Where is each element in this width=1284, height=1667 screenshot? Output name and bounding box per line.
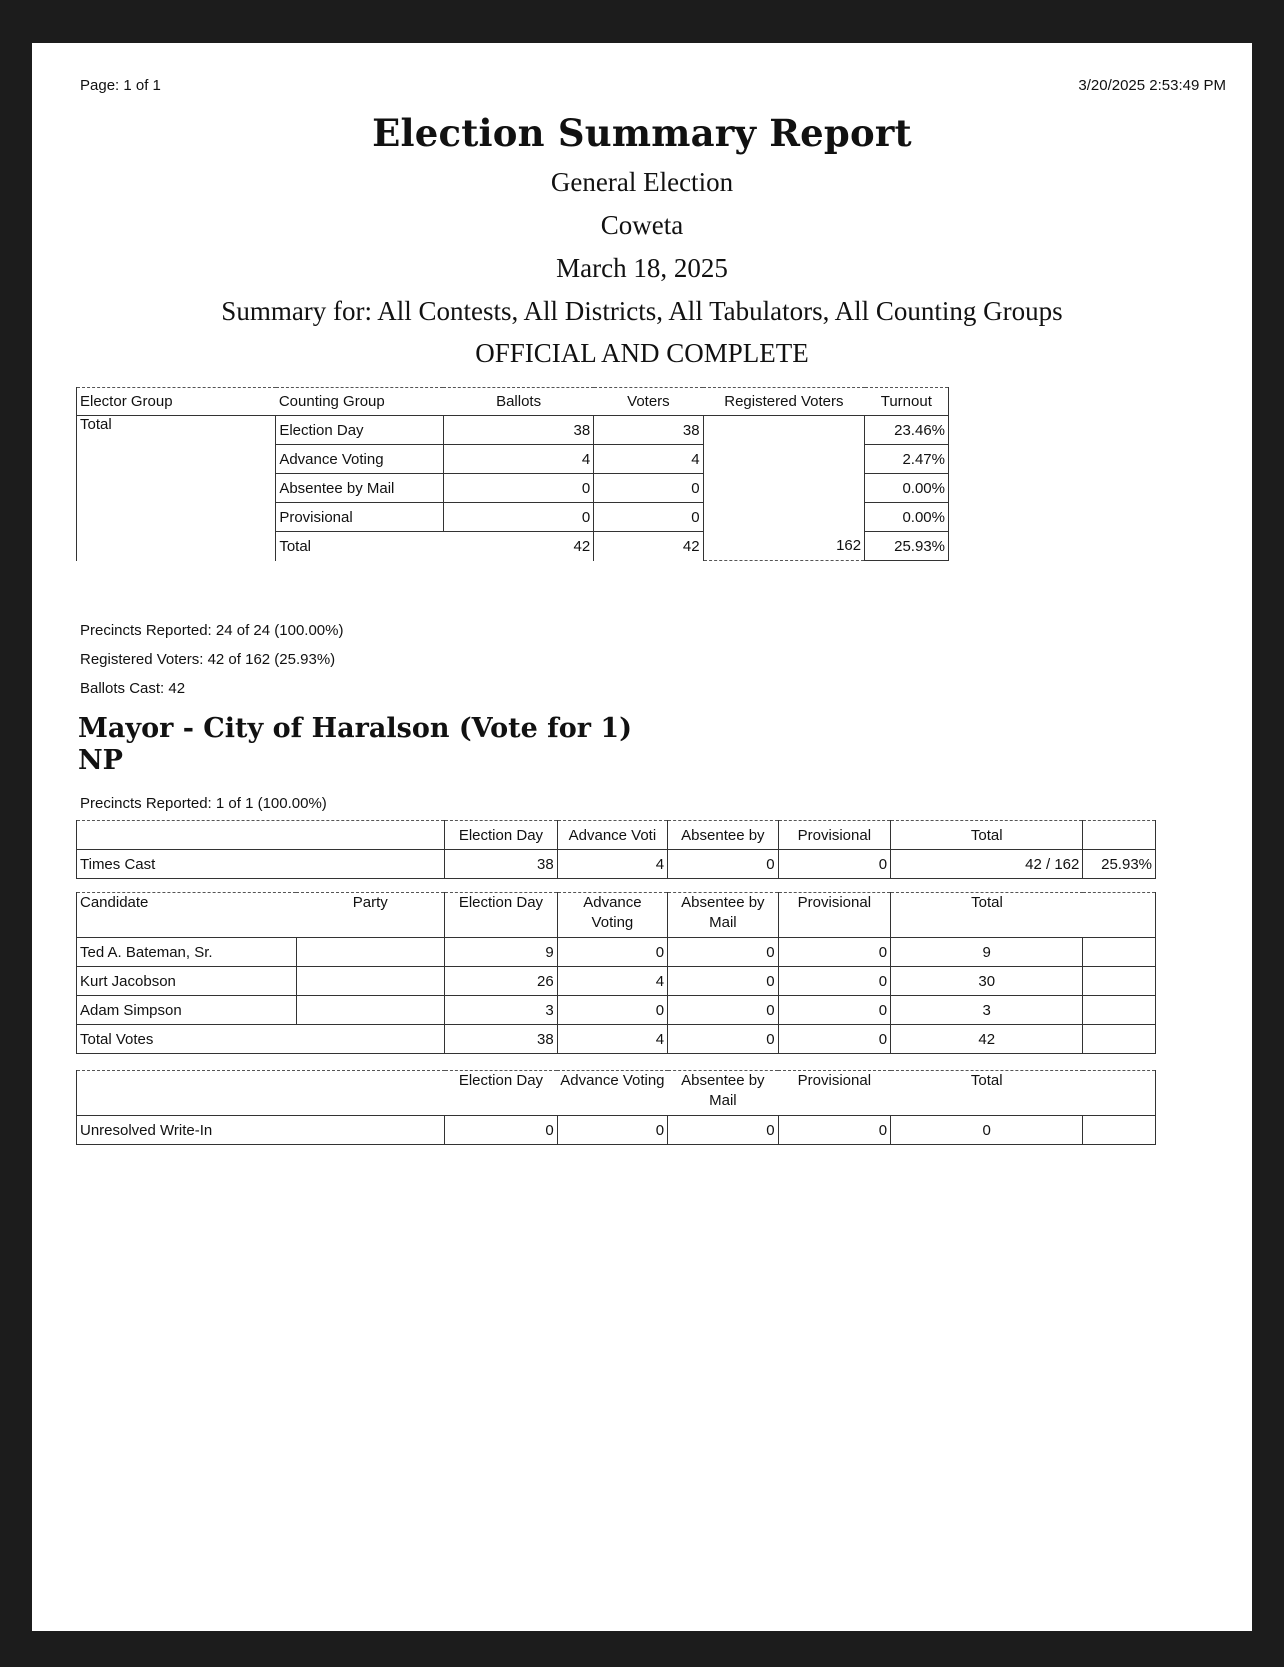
times-cast-turnout: 25.93% <box>1083 850 1156 879</box>
candidates-table <box>76 892 1156 1054</box>
votes-election-day: 26 <box>445 967 558 996</box>
header-total: Total <box>891 893 1083 938</box>
registered-value <box>703 416 865 445</box>
votes-provisional: 0 <box>778 967 891 996</box>
votes-absentee: 0 <box>668 967 778 996</box>
total-votes-label: Total Votes <box>77 1025 445 1054</box>
header-election-day: Election Day <box>445 1071 558 1116</box>
votes-percent <box>1083 967 1156 996</box>
votes-provisional: 0 <box>778 996 891 1025</box>
contest-name: Mayor - City of Haralson (Vote for 1) <box>78 713 632 744</box>
header-turnout: Turnout <box>865 388 949 416</box>
header-absentee-by-mail: Absentee by Mail <box>668 893 778 938</box>
header-provisional: Provisional <box>778 1071 891 1116</box>
turnout-value: 2.47% <box>865 445 949 474</box>
votes-advance: 0 <box>557 938 667 967</box>
header-advance-voting: Advance Voting <box>557 1071 667 1116</box>
table-row <box>77 938 1156 967</box>
times-cast-provisional: 0 <box>778 850 891 879</box>
header-blank <box>1083 1071 1156 1116</box>
total-absentee: 0 <box>668 1025 778 1054</box>
county-name: Coweta <box>600 210 684 240</box>
ballots-cast-stat: Ballots Cast: 42 <box>80 680 186 697</box>
times-cast-header-row <box>77 821 1156 850</box>
votes-advance: 0 <box>557 996 667 1025</box>
total-advance: 4 <box>557 1025 667 1054</box>
times-cast-advance: 4 <box>557 850 667 879</box>
candidates-header-row <box>77 893 1156 938</box>
times-cast-absentee: 0 <box>668 850 778 879</box>
total-provisional: 0 <box>778 1025 891 1054</box>
voters-value: 0 <box>594 503 703 532</box>
contest-title <box>78 713 632 777</box>
table-row <box>77 996 1156 1025</box>
header-blank <box>1083 821 1156 850</box>
write-in-label: Unresolved Write-In <box>77 1116 445 1145</box>
header-absentee: Absentee by <box>668 821 778 850</box>
votes-percent <box>1083 996 1156 1025</box>
counting-group: Absentee by Mail <box>276 474 444 503</box>
votes-absentee: 0 <box>668 996 778 1025</box>
total-election-day: 38 <box>445 1025 558 1054</box>
election-date: March 18, 2025 <box>556 253 728 283</box>
ballots-value: 0 <box>443 474 593 503</box>
write-in-header-row <box>77 1071 1156 1116</box>
votes-total: 3 <box>891 996 1083 1025</box>
candidate-name: Ted A. Bateman, Sr. <box>77 938 297 967</box>
votes-advance: 4 <box>557 967 667 996</box>
candidate-name: Adam Simpson <box>77 996 297 1025</box>
header-candidate: Candidate <box>77 893 297 938</box>
header-total: Total <box>891 1071 1083 1116</box>
contest-party: NP <box>78 745 123 776</box>
candidate-name: Kurt Jacobson <box>77 967 297 996</box>
registered-value <box>703 445 865 474</box>
counting-group: Election Day <box>276 416 444 445</box>
votes-election-day: 9 <box>445 938 558 967</box>
write-in-total: 0 <box>891 1116 1083 1145</box>
voters-value: 4 <box>594 445 703 474</box>
table-row <box>77 1025 1156 1054</box>
header-advance-voting: Advance Voting <box>557 893 667 938</box>
write-in-advance: 0 <box>557 1116 667 1145</box>
header-counting-group: Counting Group <box>276 388 444 416</box>
write-in-provisional: 0 <box>778 1116 891 1145</box>
report-status: OFFICIAL AND COMPLETE <box>475 338 809 368</box>
counting-group: Provisional <box>276 503 444 532</box>
votes-election-day: 3 <box>445 996 558 1025</box>
registered-value: 162 <box>703 532 865 561</box>
registered-value <box>703 474 865 503</box>
times-cast-total: 42 / 162 <box>891 850 1083 879</box>
write-in-absentee: 0 <box>668 1116 778 1145</box>
table-row <box>77 1116 1156 1145</box>
header-election-day: Election Day <box>445 821 558 850</box>
table-row <box>77 850 1156 879</box>
header-registered-voters: Registered Voters <box>703 388 865 416</box>
candidate-party <box>296 967 444 996</box>
header-total: Total <box>891 821 1083 850</box>
page-number: Page: 1 of 1 <box>80 77 161 94</box>
total-votes: 42 <box>891 1025 1083 1054</box>
header-elector-group: Elector Group <box>77 388 276 416</box>
elector-group-total: Total <box>77 416 276 561</box>
ballots-value: 4 <box>443 445 593 474</box>
registered-value <box>703 503 865 532</box>
voters-value: 0 <box>594 474 703 503</box>
header-party: Party <box>296 893 444 938</box>
registered-voters-stat: Registered Voters: 42 of 162 (25.93%) <box>80 651 336 668</box>
table-row <box>77 967 1156 996</box>
votes-provisional: 0 <box>778 938 891 967</box>
ballots-value: 0 <box>443 503 593 532</box>
header-provisional: Provisional <box>778 821 891 850</box>
header-ballots: Ballots <box>443 388 593 416</box>
contest-precincts-reported: Precincts Reported: 1 of 1 (100.00%) <box>80 795 327 812</box>
report-timestamp: 3/20/2025 2:53:49 PM <box>1078 77 1226 94</box>
candidate-party <box>296 938 444 967</box>
times-cast-label: Times Cast <box>77 850 445 879</box>
votes-total: 9 <box>891 938 1083 967</box>
header-blank <box>77 821 445 850</box>
times-cast-election-day: 38 <box>445 850 558 879</box>
write-in-table <box>76 1070 1156 1145</box>
candidate-party <box>296 996 444 1025</box>
voters-value: 38 <box>594 416 703 445</box>
ballots-value: 42 <box>443 532 593 561</box>
precincts-reported: Precincts Reported: 24 of 24 (100.00%) <box>80 622 344 639</box>
report-title: Election Summary Report <box>372 111 912 155</box>
header-absentee-by-mail: Absentee by Mail <box>668 1071 778 1116</box>
turnout-value: 0.00% <box>865 503 949 532</box>
summary-scope: Summary for: All Contests, All Districts, All Tabulators, All Counting Groups <box>221 296 1063 326</box>
summary-header-row <box>77 388 949 416</box>
election-name: General Election <box>550 167 734 197</box>
write-in-percent <box>1083 1116 1156 1145</box>
turnout-value: 23.46% <box>865 416 949 445</box>
votes-percent <box>1083 938 1156 967</box>
table-row <box>77 416 949 445</box>
votes-absentee: 0 <box>668 938 778 967</box>
header-election-day: Election Day <box>445 893 558 938</box>
header-provisional: Provisional <box>778 893 891 938</box>
voters-value: 42 <box>594 532 703 561</box>
report-page <box>32 43 1252 1631</box>
votes-total: 30 <box>891 967 1083 996</box>
summary-table <box>76 387 949 561</box>
header-blank <box>77 1071 445 1116</box>
write-in-election-day: 0 <box>445 1116 558 1145</box>
header-advance-voting: Advance Voti <box>557 821 667 850</box>
turnout-value: 25.93% <box>865 532 949 561</box>
turnout-value: 0.00% <box>865 474 949 503</box>
ballots-value: 38 <box>443 416 593 445</box>
counting-group: Advance Voting <box>276 445 444 474</box>
total-percent <box>1083 1025 1156 1054</box>
header-voters: Voters <box>594 388 703 416</box>
counting-group: Total <box>276 532 444 561</box>
header-blank <box>1083 893 1156 938</box>
times-cast-table <box>76 820 1156 879</box>
